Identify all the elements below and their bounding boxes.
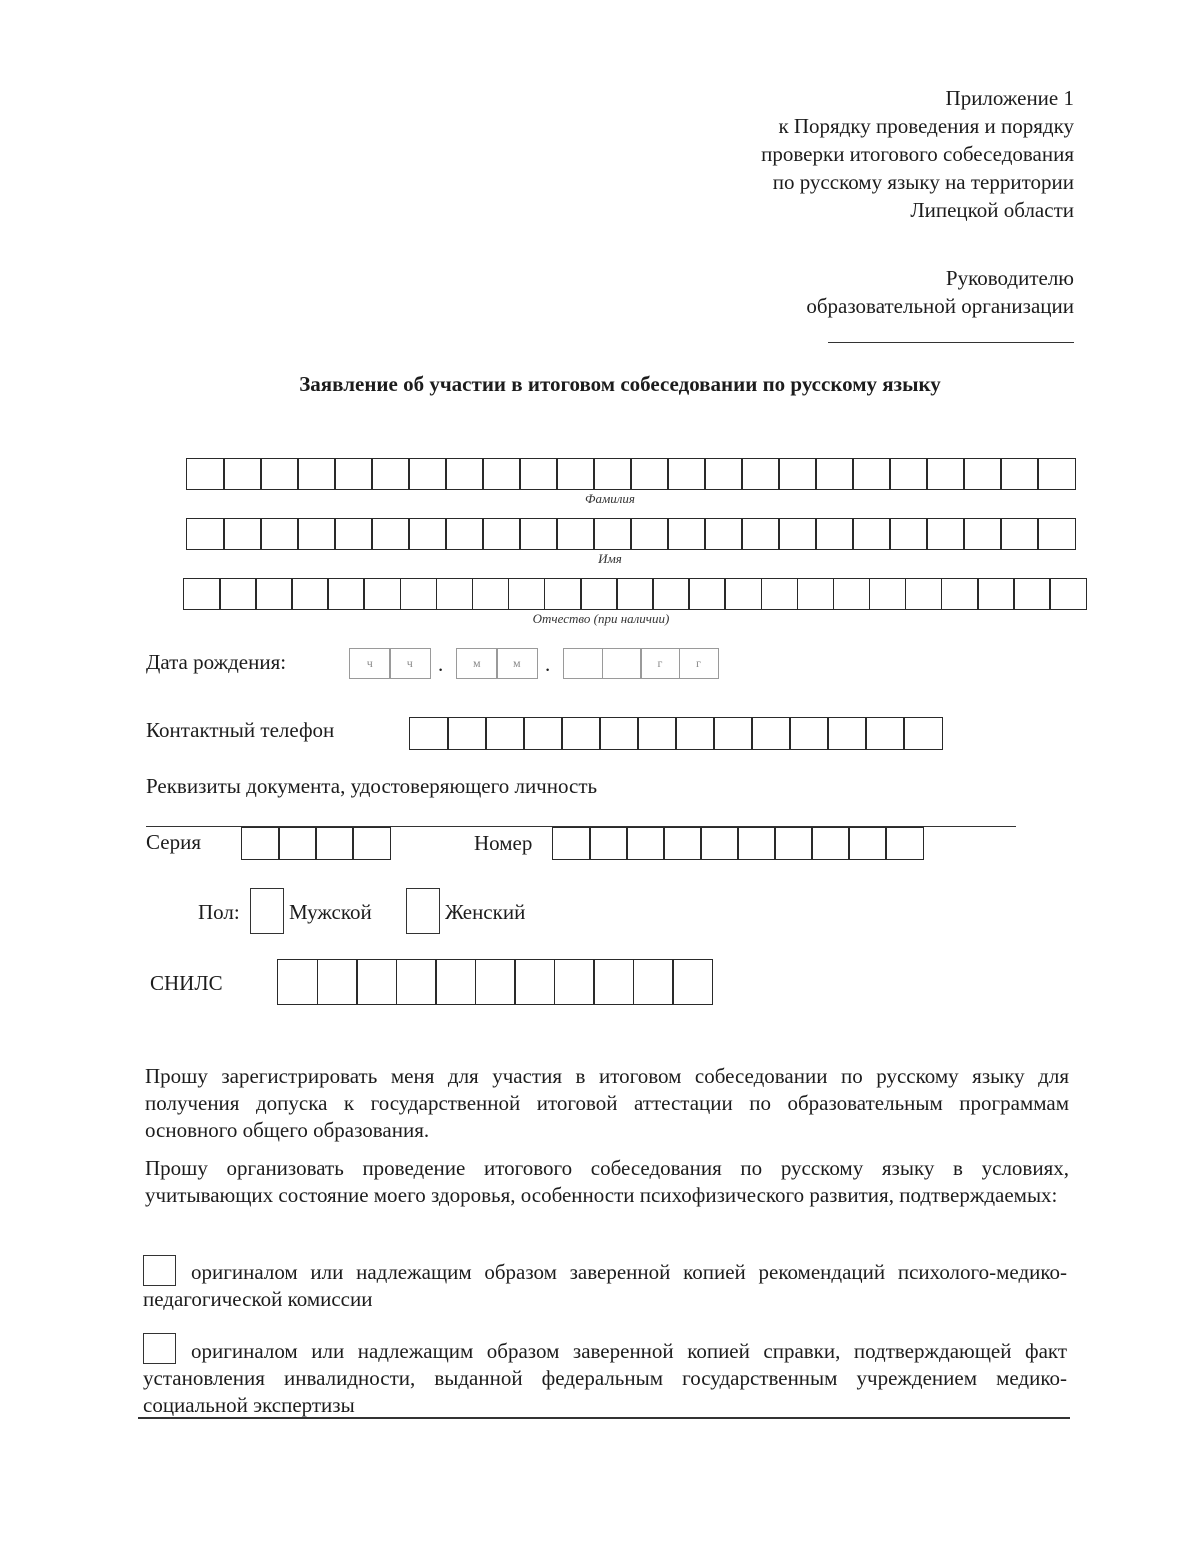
char-cell[interactable] bbox=[409, 717, 449, 750]
char-cell[interactable] bbox=[593, 959, 634, 1005]
appendix-line: к Порядку проведения и порядку bbox=[778, 114, 1074, 138]
char-cell[interactable]: ч bbox=[349, 648, 391, 679]
char-cell[interactable] bbox=[667, 518, 706, 550]
appendix-line: Липецкой области bbox=[910, 198, 1074, 222]
char-cell[interactable] bbox=[523, 717, 563, 750]
option-disability-text: оригиналом или надлежащим образом заверенной копией справки, подтверждающей факт установления инвалидности, выданной федеральным государственным учреждением медико-социальной экспертизы bbox=[143, 1339, 1067, 1417]
char-cell[interactable]: г bbox=[679, 648, 719, 679]
char-cell[interactable] bbox=[223, 518, 262, 550]
char-cell[interactable] bbox=[905, 578, 943, 610]
char-cell[interactable] bbox=[593, 458, 632, 490]
char-cell[interactable] bbox=[475, 959, 516, 1005]
char-cell[interactable] bbox=[297, 518, 336, 550]
conditions-paragraph: Прошу организовать проведение итогового собеседования по русскому языку в условиях, учитывающих состояние моего здоровья, особенности психофизического развития, подтверждаемых: bbox=[145, 1156, 1069, 1207]
char-cell[interactable] bbox=[1000, 518, 1039, 550]
char-cell[interactable] bbox=[352, 827, 391, 860]
first-name-cells[interactable] bbox=[186, 518, 1076, 550]
char-cell[interactable] bbox=[363, 578, 401, 610]
surname-caption: Фамилия bbox=[585, 491, 635, 506]
char-cell[interactable] bbox=[435, 959, 476, 1005]
male-checkbox[interactable] bbox=[250, 888, 284, 934]
char-cell[interactable] bbox=[241, 827, 280, 860]
char-cell[interactable] bbox=[626, 827, 665, 860]
char-cell[interactable] bbox=[556, 518, 595, 550]
document-label: Реквизиты документа, удостоверяющего личность bbox=[146, 774, 598, 798]
char-cell[interactable] bbox=[778, 458, 817, 490]
char-cell[interactable] bbox=[186, 458, 225, 490]
char-cell[interactable] bbox=[396, 959, 437, 1005]
char-cell[interactable] bbox=[789, 717, 829, 750]
char-cell[interactable] bbox=[815, 518, 854, 550]
male-label: Мужской bbox=[289, 900, 372, 924]
number-label: Номер bbox=[474, 831, 533, 855]
char-cell[interactable] bbox=[713, 717, 753, 750]
number-cells[interactable] bbox=[552, 827, 924, 860]
char-cell[interactable] bbox=[1013, 578, 1051, 610]
char-cell[interactable] bbox=[317, 959, 358, 1005]
series-cells[interactable] bbox=[241, 827, 391, 860]
option-pmpk-text: оригиналом или надлежащим образом заверенной копией рекомендаций психолого-медико-педагогической комиссии bbox=[143, 1260, 1067, 1311]
snils-label: СНИЛС bbox=[150, 971, 223, 995]
birth-date-label: Дата рождения: bbox=[146, 650, 287, 674]
char-cell[interactable] bbox=[704, 518, 743, 550]
char-cell[interactable] bbox=[219, 578, 257, 610]
char-cell[interactable] bbox=[186, 518, 225, 550]
char-cell[interactable]: м bbox=[496, 648, 538, 679]
char-cell[interactable] bbox=[400, 578, 438, 610]
char-cell[interactable] bbox=[334, 458, 373, 490]
char-cell[interactable] bbox=[663, 827, 702, 860]
char-cell[interactable] bbox=[519, 518, 558, 550]
char-cell[interactable] bbox=[637, 717, 677, 750]
char-cell[interactable] bbox=[327, 578, 365, 610]
char-cell[interactable]: ч bbox=[389, 648, 431, 679]
char-cell[interactable] bbox=[514, 959, 555, 1005]
page-title: Заявление об участии в итоговом собеседовании по русскому языку bbox=[299, 372, 941, 396]
appendix-line: Приложение 1 bbox=[945, 86, 1074, 110]
char-cell[interactable] bbox=[675, 717, 715, 750]
char-cell[interactable] bbox=[260, 518, 299, 550]
char-cell[interactable] bbox=[1049, 578, 1087, 610]
char-cell[interactable] bbox=[472, 578, 510, 610]
char-cell[interactable] bbox=[260, 458, 299, 490]
addressee-line: Руководителю bbox=[945, 266, 1074, 290]
addressee-name-line[interactable] bbox=[828, 342, 1074, 343]
char-cell[interactable] bbox=[865, 717, 905, 750]
appendix-line: проверки итогового собеседования bbox=[761, 142, 1074, 166]
birth-year-cells[interactable] bbox=[563, 648, 719, 679]
char-cell[interactable] bbox=[630, 518, 669, 550]
female-checkbox[interactable] bbox=[406, 888, 440, 934]
char-cell[interactable] bbox=[761, 578, 799, 610]
char-cell[interactable] bbox=[1037, 458, 1076, 490]
char-cell[interactable] bbox=[688, 578, 726, 610]
date-separator: . bbox=[545, 652, 551, 676]
char-cell[interactable] bbox=[556, 458, 595, 490]
char-cell[interactable] bbox=[827, 717, 867, 750]
char-cell[interactable] bbox=[724, 578, 762, 610]
char-cell[interactable] bbox=[652, 578, 690, 610]
char-cell[interactable] bbox=[667, 458, 706, 490]
char-cell[interactable] bbox=[633, 959, 674, 1005]
char-cell[interactable] bbox=[371, 518, 410, 550]
snils-cells[interactable] bbox=[277, 959, 713, 1005]
char-cell[interactable] bbox=[704, 458, 743, 490]
char-cell[interactable] bbox=[408, 458, 447, 490]
phone-cells[interactable] bbox=[409, 717, 943, 750]
char-cell[interactable] bbox=[255, 578, 293, 610]
char-cell[interactable] bbox=[482, 458, 521, 490]
char-cell[interactable] bbox=[334, 518, 373, 550]
char-cell[interactable] bbox=[963, 458, 1002, 490]
char-cell[interactable] bbox=[741, 458, 780, 490]
registration-paragraph: Прошу зарегистрировать меня для участия в итоговом собеседовании по русскому языку для получения допуска к государственной итоговой аттестации по образовательным программам основного общего образования. bbox=[145, 1064, 1069, 1142]
char-cell[interactable] bbox=[408, 518, 447, 550]
char-cell[interactable] bbox=[544, 578, 582, 610]
char-cell[interactable] bbox=[774, 827, 813, 860]
char-cell[interactable] bbox=[277, 959, 318, 1005]
char-cell[interactable] bbox=[751, 717, 791, 750]
char-cell[interactable] bbox=[672, 959, 713, 1005]
char-cell[interactable] bbox=[848, 827, 887, 860]
char-cell[interactable] bbox=[447, 717, 487, 750]
char-cell[interactable] bbox=[797, 578, 835, 610]
char-cell[interactable] bbox=[593, 518, 632, 550]
char-cell[interactable] bbox=[741, 518, 780, 550]
surname-cells[interactable] bbox=[186, 458, 1076, 490]
date-separator: . bbox=[438, 652, 444, 676]
char-cell[interactable] bbox=[815, 458, 854, 490]
char-cell[interactable] bbox=[778, 518, 817, 550]
char-cell[interactable] bbox=[589, 827, 628, 860]
phone-label: Контактный телефон bbox=[146, 718, 335, 742]
char-cell[interactable] bbox=[297, 458, 336, 490]
patronymic-cells[interactable] bbox=[183, 578, 1087, 610]
char-cell[interactable] bbox=[599, 717, 639, 750]
char-cell[interactable] bbox=[371, 458, 410, 490]
char-cell[interactable] bbox=[552, 827, 591, 860]
gender-label: Пол: bbox=[198, 900, 240, 924]
char-cell[interactable] bbox=[580, 578, 618, 610]
char-cell[interactable] bbox=[852, 458, 891, 490]
char-cell[interactable] bbox=[508, 578, 546, 610]
char-cell[interactable] bbox=[356, 959, 397, 1005]
char-cell[interactable] bbox=[519, 458, 558, 490]
addressee-block bbox=[806, 264, 1074, 320]
char-cell[interactable] bbox=[291, 578, 329, 610]
char-cell[interactable] bbox=[1000, 458, 1039, 490]
bottom-rule bbox=[138, 1417, 1070, 1419]
char-cell[interactable] bbox=[485, 717, 525, 750]
char-cell[interactable] bbox=[833, 578, 871, 610]
char-cell[interactable] bbox=[616, 578, 654, 610]
char-cell[interactable] bbox=[223, 458, 262, 490]
char-cell[interactable] bbox=[436, 578, 474, 610]
char-cell[interactable] bbox=[278, 827, 317, 860]
series-label: Серия bbox=[146, 830, 201, 854]
char-cell[interactable] bbox=[700, 827, 739, 860]
char-cell[interactable] bbox=[926, 458, 965, 490]
birth-day-cells[interactable] bbox=[349, 648, 431, 679]
patronymic-caption: Отчество (при наличии) bbox=[532, 611, 670, 626]
char-cell[interactable] bbox=[977, 578, 1015, 610]
first-name-caption: Имя bbox=[598, 551, 622, 566]
char-cell[interactable] bbox=[482, 518, 521, 550]
char-cell[interactable] bbox=[554, 959, 595, 1005]
char-cell[interactable] bbox=[315, 827, 354, 860]
char-cell[interactable] bbox=[926, 518, 965, 550]
char-cell[interactable] bbox=[885, 827, 924, 860]
char-cell[interactable] bbox=[889, 518, 928, 550]
char-cell[interactable] bbox=[941, 578, 979, 610]
char-cell[interactable] bbox=[445, 518, 484, 550]
char-cell[interactable] bbox=[737, 827, 776, 860]
addressee-line: образовательной организации bbox=[806, 294, 1074, 318]
appendix-line: по русскому языку на территории bbox=[772, 170, 1074, 194]
char-cell[interactable] bbox=[630, 458, 669, 490]
char-cell[interactable] bbox=[602, 648, 642, 679]
char-cell[interactable] bbox=[869, 578, 907, 610]
char-cell[interactable] bbox=[183, 578, 221, 610]
char-cell[interactable] bbox=[561, 717, 601, 750]
char-cell[interactable] bbox=[563, 648, 603, 679]
char-cell[interactable] bbox=[963, 518, 1002, 550]
char-cell[interactable]: м bbox=[456, 648, 498, 679]
char-cell[interactable] bbox=[1037, 518, 1076, 550]
female-label: Женский bbox=[445, 900, 526, 924]
appendix-header bbox=[761, 84, 1074, 224]
char-cell[interactable] bbox=[903, 717, 943, 750]
char-cell[interactable] bbox=[811, 827, 850, 860]
birth-month-cells[interactable] bbox=[456, 648, 538, 679]
char-cell[interactable] bbox=[445, 458, 484, 490]
char-cell[interactable] bbox=[852, 518, 891, 550]
char-cell[interactable] bbox=[889, 458, 928, 490]
char-cell[interactable]: г bbox=[640, 648, 680, 679]
